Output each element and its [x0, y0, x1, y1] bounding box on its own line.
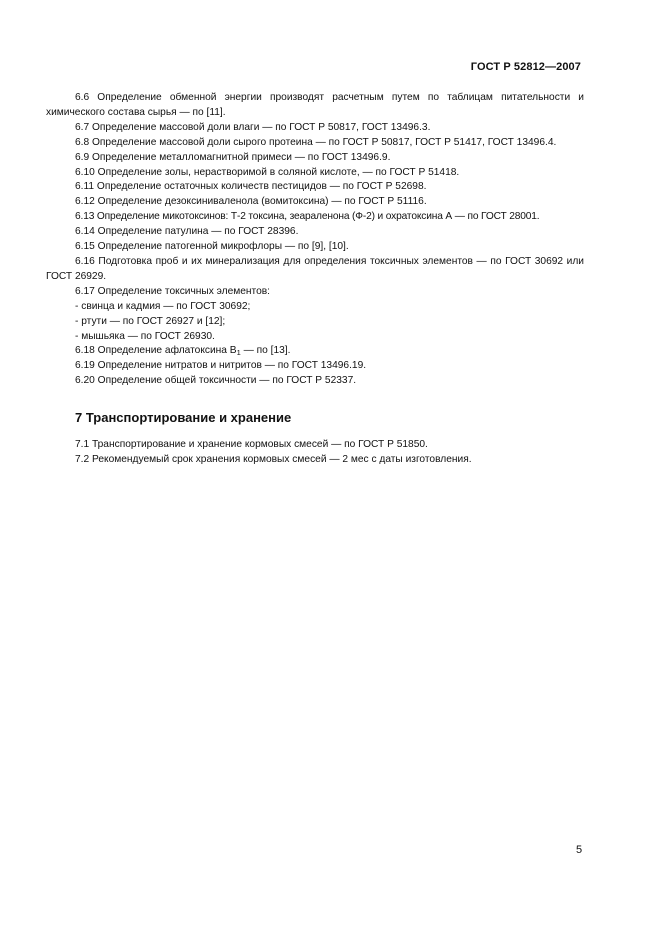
- paragraph-6-18: [46, 344, 584, 359]
- paragraph-6-16: 6.16 Подготовка проб и их минерализация для определения токсичных элементов — по ГОСТ 30692 или ГОСТ 26929.: [46, 255, 584, 282]
- paragraph-6-12: 6.12 Определение дезоксиниваленола (вомитоксина) — по ГОСТ Р 51116.: [75, 196, 427, 208]
- paragraph-7-1: 7.1 Транспортирование и хранение кормовых смесей — по ГОСТ Р 51850.: [75, 439, 428, 451]
- paragraph-7-2: 7.2 Рекомендуемый срок хранения кормовых смесей — 2 мес с даты изготовления.: [75, 454, 472, 466]
- paragraph-6-20: 6.20 Определение общей токсичности — по ГОСТ Р 52337.: [75, 375, 357, 387]
- list-item-lead-cadmium: - свинца и кадмия — по ГОСТ 30692;: [75, 300, 251, 312]
- paragraph-6-14: 6.14 Определение патулина — по ГОСТ 28396.: [75, 226, 299, 238]
- paragraph-6-10: 6.10 Определение золы, нерастворимой в соляной кислоте, — по ГОСТ Р 51418.: [75, 166, 460, 178]
- paragraph-6-13: 6.13 Определение микотоксинов: Т-2 токсина, зеараленона (Ф-2) и охратоксина А — по ГОСТ 28001.: [75, 211, 540, 223]
- paragraph-6-6: 6.6 Определение обменной энергии производят расчетным путем по таблицам питательности и химического состава сырья — по [11].: [46, 92, 584, 118]
- paragraph-6-9: 6.9 Определение металломагнитной примеси — по ГОСТ 13496.9.: [75, 151, 391, 163]
- paragraph-6-18-text: 6.18 Определение афлатоксина В: [75, 345, 237, 357]
- paragraph-6-15: 6.15 Определение патогенной микрофлоры — по [9], [10].: [75, 241, 349, 253]
- paragraph-6-18-ref: — по [13].: [240, 345, 291, 357]
- paragraph-6-8: 6.8 Определение массовой доли сырого протеина — по ГОСТ Р 50817, ГОСТ Р 51417, ГОСТ 13496.4.: [75, 136, 557, 148]
- document-code-header: ГОСТ Р 52812—2007: [470, 61, 581, 73]
- paragraph-6-7: 6.7 Определение массовой доли влаги — по ГОСТ Р 50817, ГОСТ 13496.3.: [75, 121, 431, 133]
- paragraph-6-11: 6.11 Определение остаточных количеств пестицидов — по ГОСТ Р 52698.: [75, 181, 427, 193]
- list-item-arsenic: - мышьяка — по ГОСТ 26930.: [75, 330, 215, 342]
- section-7-title: 7 Транспортирование и хранение: [75, 410, 292, 426]
- paragraph-6-18-subscript: 1: [236, 348, 241, 358]
- list-item-mercury: - ртути — по ГОСТ 26927 и [12];: [75, 315, 226, 327]
- paragraph-6-17: 6.17 Определение токсичных элементов:: [75, 285, 270, 297]
- page-number: 5: [576, 844, 583, 856]
- document-body: [46, 91, 584, 468]
- paragraph-6-19: 6.19 Определение нитратов и нитритов — по ГОСТ 13496.19.: [75, 360, 367, 372]
